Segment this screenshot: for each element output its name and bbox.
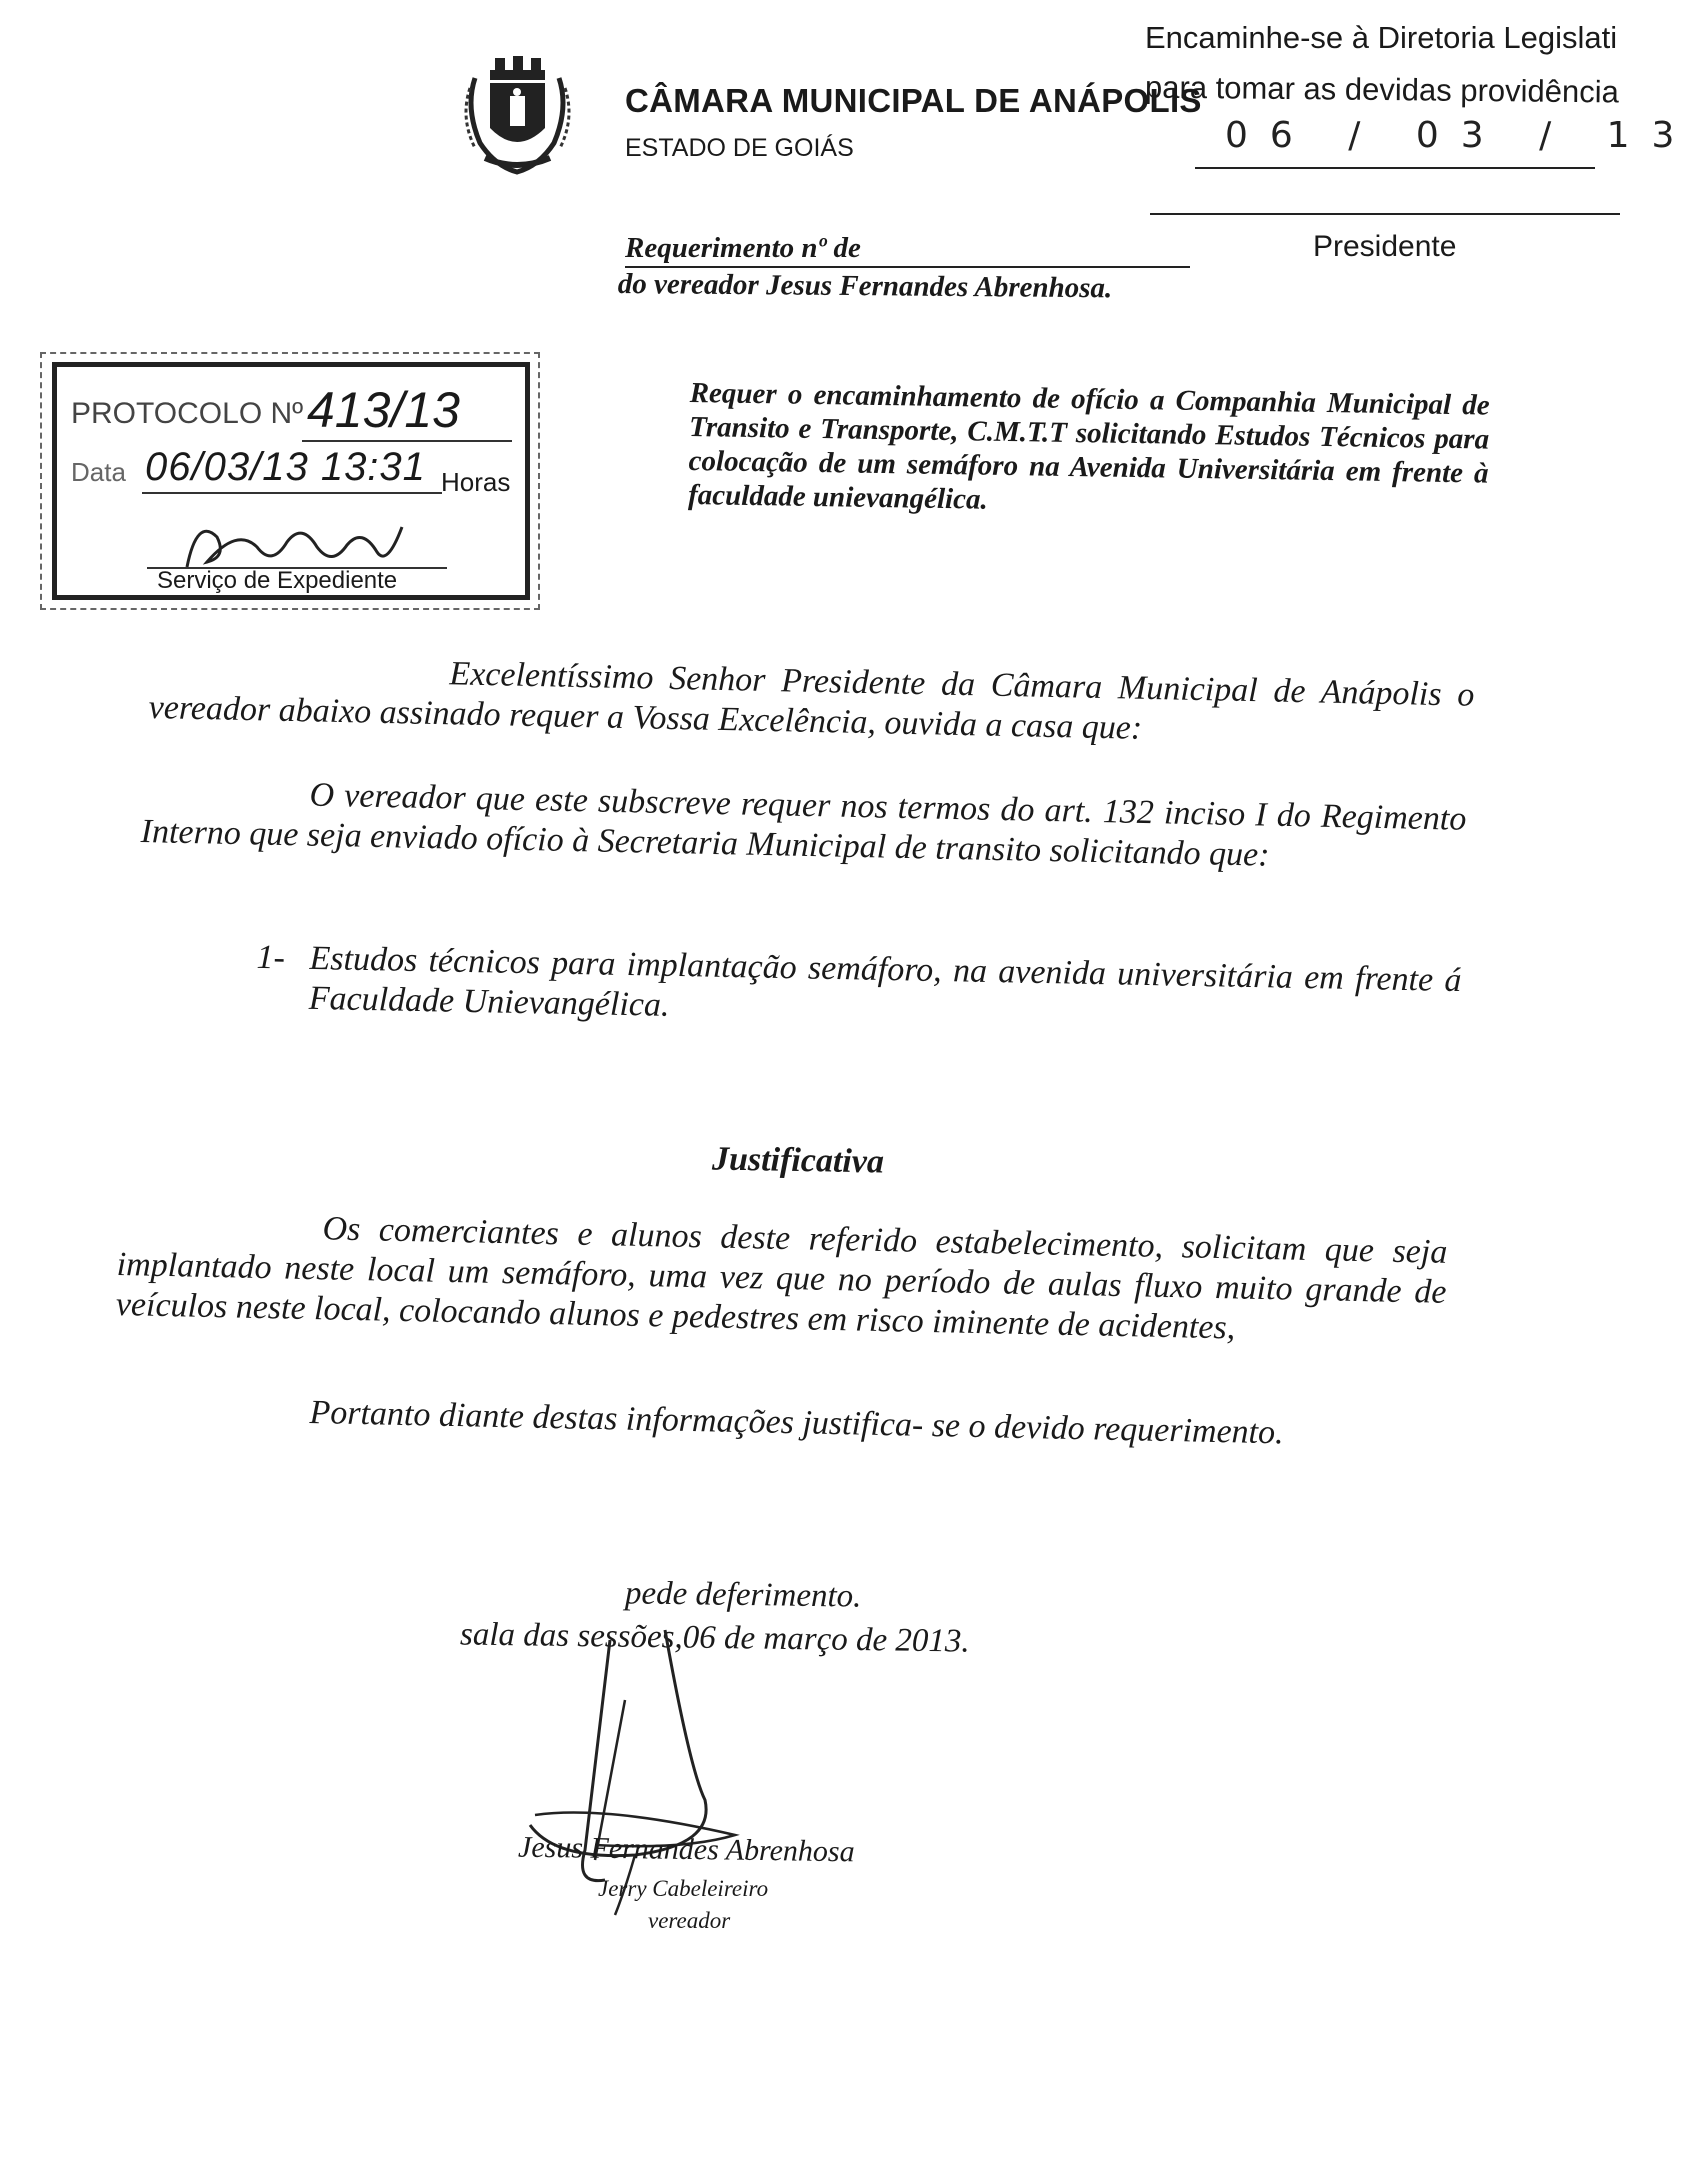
- protocol-label: PROTOCOLO Nº: [71, 397, 304, 430]
- protocol-stamp: [52, 362, 530, 600]
- list-item-number: 1-: [256, 938, 286, 977]
- protocol-date-label: Data: [71, 457, 126, 487]
- protocol-number-rule: [302, 440, 512, 442]
- signer-role: vereador: [648, 1908, 731, 1933]
- institution-name: CÂMARA MUNICIPAL DE ANÁPOLIS: [625, 82, 1202, 119]
- municipal-crest-icon: [455, 48, 580, 178]
- routing-note-date: 06 / 03 / 13: [1225, 115, 1696, 156]
- routing-date-rule: [1195, 167, 1595, 169]
- list-item-text: Estudos técnicos para implantação semáforo, na avenida universitária em frente á Faculdade Unievangélica.: [308, 939, 1462, 1024]
- body-paragraph-salutation: Excelentíssimo Senhor Presidente da Câmara Municipal de Anápolis o vereador abaixo assinado requer a Vossa Excelência, ouvida a casa que:: [148, 655, 1475, 747]
- body-paragraph-conclusion: Portanto diante destas informações justifica- se o devido requerimento.: [309, 1393, 1284, 1452]
- request-author: do vereador Jesus Fernandes Abrenhosa.: [617, 268, 1113, 305]
- body-paragraph-justification: Os comerciantes e alunos deste referido estabelecimento, solicitam que seja implantado neste local um semáforo, uma vez que no período de aulas fluxo muito grande de veículos neste local, colocando alunos e pedestres em risco iminente de acidentes,: [115, 1210, 1448, 1347]
- protocol-date-rule: [142, 492, 442, 494]
- protocol-hours-label: Horas: [441, 467, 511, 497]
- request-title-rule: [625, 266, 1190, 268]
- signer-name: Jesus Fernandes Abrenhosa: [517, 1830, 855, 1869]
- institution-state: ESTADO DE GOIÁS: [625, 134, 854, 162]
- closing-place-date: sala das sessões,06 de março de 2013.: [459, 1616, 970, 1660]
- request-list-item: [256, 938, 1462, 1041]
- request-title: Requerimento nº de: [625, 232, 861, 264]
- closing-request: pede deferimento.: [624, 1575, 862, 1615]
- justification-heading: Justificativa: [711, 1140, 885, 1181]
- protocol-number: 413/13: [307, 382, 460, 438]
- protocol-date-value: 06/03/13 13:31: [145, 445, 426, 489]
- routing-signature-rule: [1150, 213, 1620, 215]
- handwritten-signature-icon: [515, 1620, 775, 1920]
- routing-note-line1: Encaminhe-se à Diretoria Legislati: [1145, 20, 1618, 55]
- protocol-service-label: Serviço de Expediente: [157, 567, 398, 594]
- signer-alias: Jerry Cabeleireiro: [598, 1876, 769, 1901]
- routing-signatory: Presidente: [1313, 230, 1457, 263]
- routing-note-line2: para tomar as devidas providência: [1144, 69, 1620, 110]
- body-paragraph-request: O vereador que este subscreve requer nos termos do art. 132 inciso I do Regimento Interno que seja enviado ofício à Secretaria Municipal de transito solicitando que:: [140, 776, 1467, 874]
- request-summary: Requer o encaminhamento de ofício a Companhia Municipal de Transito e Transporte, C.M.T.T solicitando Estudos Técnicos para colocação de um semáforo na Avenida Universitária em frente à faculdade unievangélica.: [687, 376, 1490, 516]
